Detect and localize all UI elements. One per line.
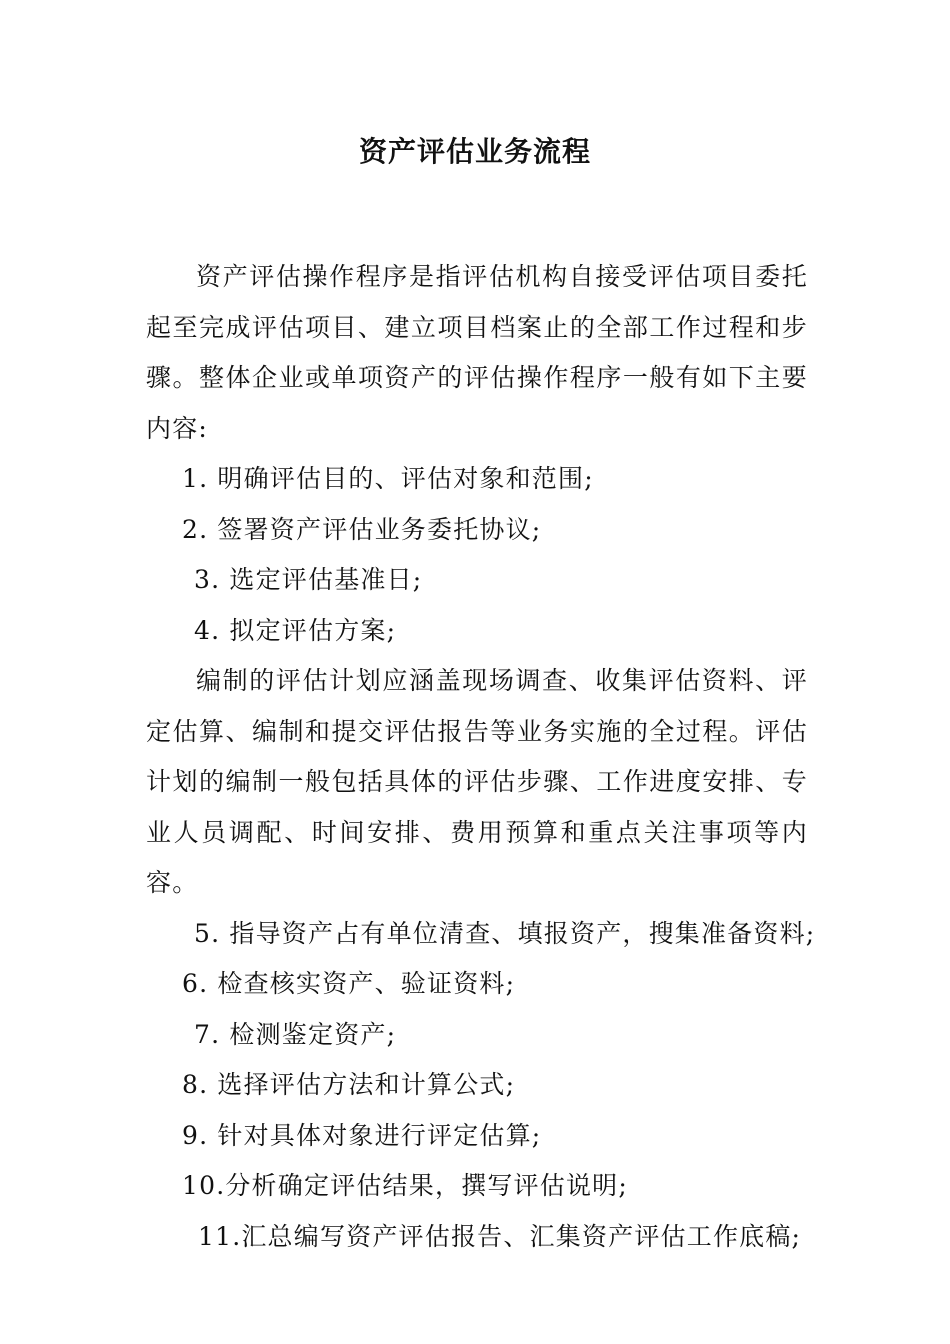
step-item: 8. 选择评估方法和计算公式; [182,1070,516,1099]
step-item: 5. 指导资产占有单位清查、填报资产，搜集准备资料; [194,918,816,948]
step-item: 7. 检测鉴定资产; [194,1019,397,1049]
step-item: 2. 签署资产评估业务委托协议; [182,514,542,544]
document-title: 资产评估业务流程 [358,135,591,168]
document-body [146,252,816,1262]
plan-paragraph: 编制的评估计划应涵盖现场调查、收集评估资料、评定估算、编制和提交评估报告等业务实施的全过程。评估计划的编制一般包括具体的评估步骤、工作进度安排、专业人员调配、时间安排、费用预算和重点关注事项等内容。 [146,666,808,897]
step-item: 1. 明确评估目的、评估对象和范围; [182,464,594,493]
step-item: 9. 针对具体对象进行评定估算; [182,1120,542,1150]
step-item: 4. 拟定评估方案; [194,615,397,645]
step-item: 6. 检查核实资产、验证资料; [182,969,516,998]
intro-paragraph: 资产评估操作程序是指评估机构自接受评估项目委托起至完成评估项目、建立项目档案止的全部工作过程和步骤。整体企业或单项资产的评估操作程序一般有如下主要内容: [146,262,808,443]
step-item: 11.汇总编写资产评估报告、汇集资产评估工作底稿; [198,1221,802,1251]
step-item: 10.分析确定评估结果，撰写评估说明; [182,1171,628,1200]
step-item: 3. 选定评估基准日; [194,565,423,594]
